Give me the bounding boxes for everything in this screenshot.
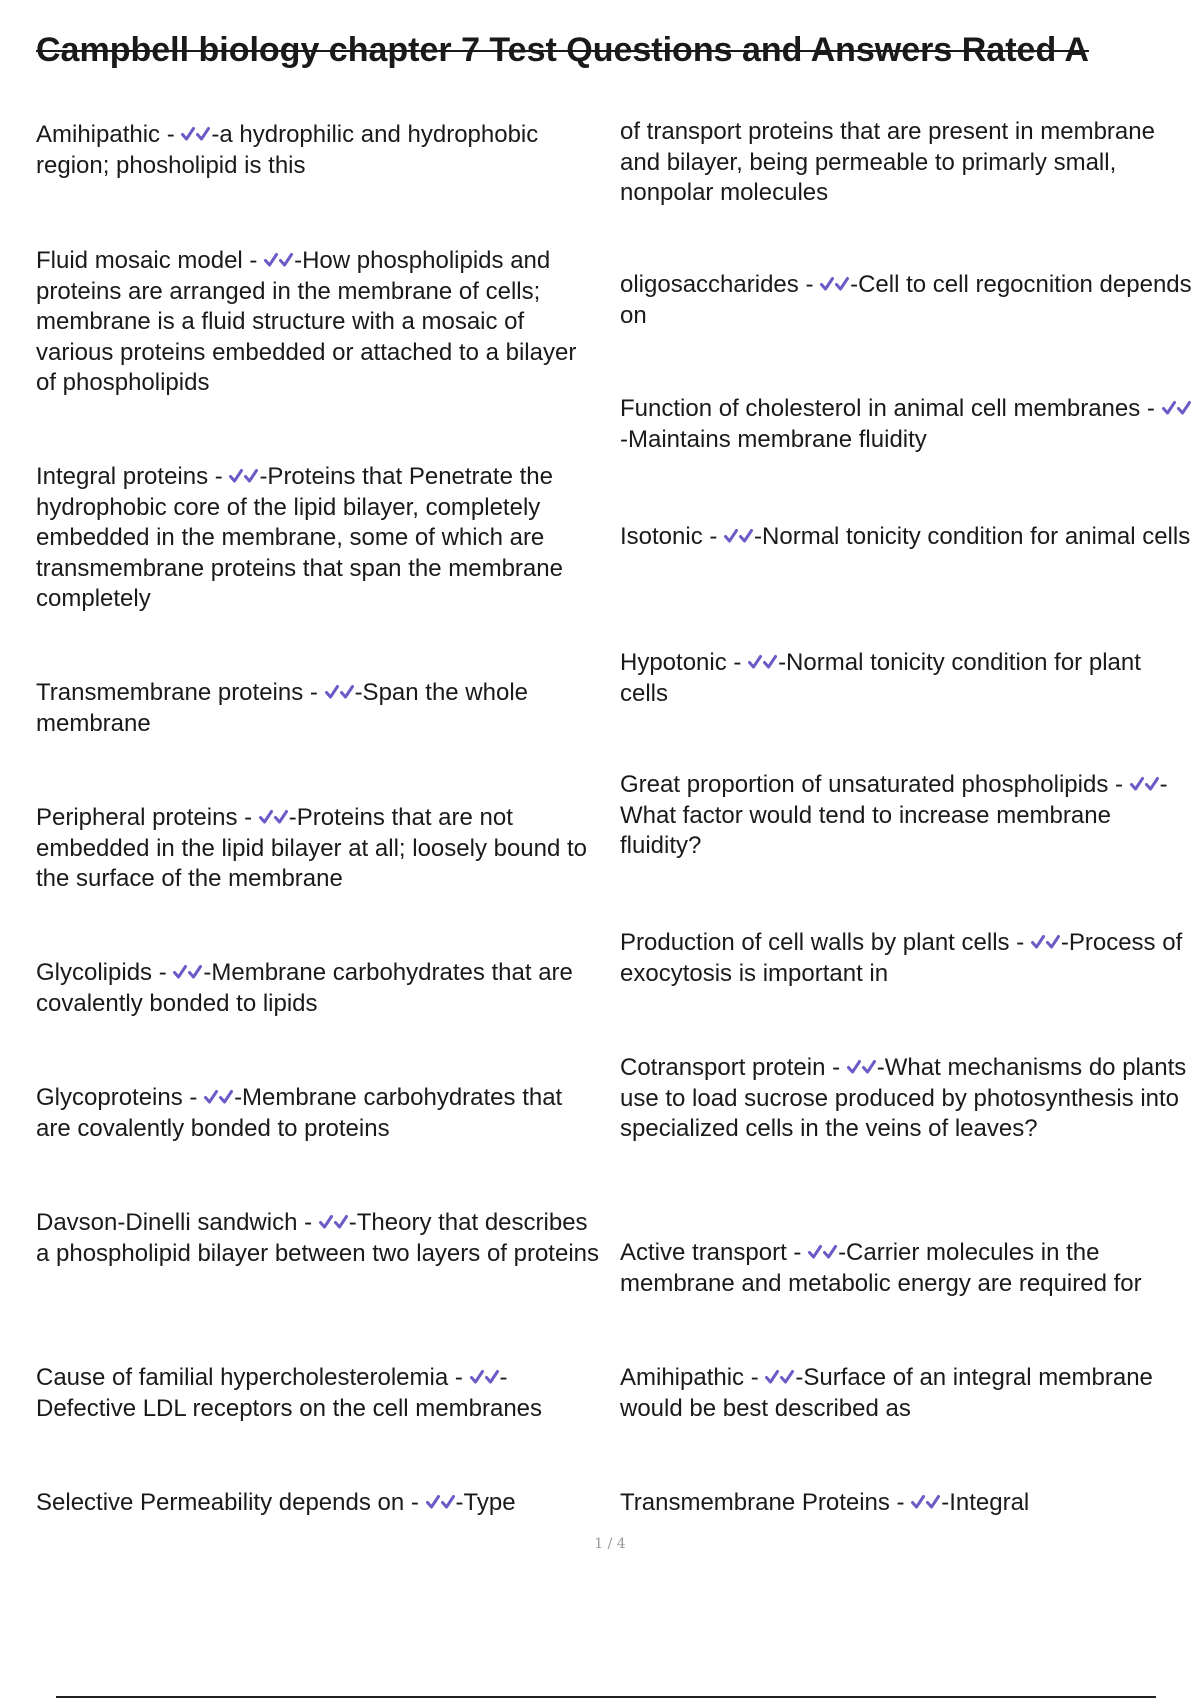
qa-item bbox=[36, 1488, 602, 1519]
double-checkmark-icon bbox=[911, 1492, 941, 1512]
qa-term: oligosaccharides - bbox=[620, 271, 821, 298]
double-checkmark-icon bbox=[1031, 932, 1061, 952]
qa-answer: -What mechanisms do plants use to load sucrose produced by photosynthesis into specialized cells in the veins of leaves? bbox=[620, 1054, 1187, 1142]
qa-answer: -Type bbox=[455, 1489, 516, 1516]
double-checkmark-icon bbox=[259, 807, 289, 827]
double-checkmark-icon bbox=[325, 682, 355, 702]
qa-answer: -Normal tonicity condition for plant cells bbox=[620, 649, 1141, 707]
double-checkmark-icon bbox=[264, 250, 294, 270]
double-checkmark-icon bbox=[470, 1367, 500, 1387]
qa-item bbox=[620, 1488, 1192, 1519]
qa-item bbox=[36, 1083, 602, 1144]
qa-item bbox=[620, 1238, 1192, 1299]
qa-answer: -What factor would tend to increase membrane fluidity? bbox=[620, 771, 1168, 859]
qa-term: Transmembrane proteins - bbox=[36, 679, 325, 706]
qa-item bbox=[36, 246, 602, 399]
qa-answer: -Integral bbox=[941, 1489, 1030, 1516]
qa-term: Fluid mosaic model - bbox=[36, 247, 265, 274]
qa-term: Isotonic - bbox=[620, 523, 725, 550]
qa-answer: -Carrier molecules in the membrane and metabolic energy are required for bbox=[620, 1239, 1142, 1297]
double-checkmark-icon bbox=[847, 1057, 877, 1077]
double-checkmark-icon bbox=[765, 1367, 795, 1387]
qa-answer: -Membrane carbohydrates that are covalently bonded to lipids bbox=[36, 959, 573, 1017]
qa-item bbox=[620, 522, 1192, 553]
double-checkmark-icon bbox=[204, 1087, 234, 1107]
qa-term: Cotransport protein - bbox=[620, 1054, 847, 1081]
qa-term: Great proportion of unsaturated phospholipids - bbox=[620, 771, 1130, 798]
double-checkmark-icon bbox=[173, 962, 203, 982]
qa-term: Amihipathic - bbox=[620, 1364, 766, 1391]
qa-answer: -Surface of an integral membrane would be best described as bbox=[620, 1364, 1153, 1422]
qa-item bbox=[36, 1363, 602, 1424]
double-checkmark-icon bbox=[319, 1212, 349, 1232]
qa-term: Peripheral proteins - bbox=[36, 804, 259, 831]
qa-term: Production of cell walls by plant cells - bbox=[620, 929, 1031, 956]
double-checkmark-icon bbox=[748, 652, 778, 672]
qa-term: Selective Permeability depends on - bbox=[36, 1489, 426, 1516]
qa-answer: -How phospholipids and proteins are arranged in the membrane of cells; membrane is a fluid structure with a mosaic of various proteins embedded or attached to a bilayer of phospholipids bbox=[36, 247, 577, 396]
qa-answer: -Theory that describes a phospholipid bilayer between two layers of proteins bbox=[36, 1209, 600, 1267]
qa-answer: -Proteins that Penetrate the hydrophobic core of the lipid bilayer, completely embedded in the membrane, some of which are transmembrane proteins that span the membrane completely bbox=[36, 463, 563, 612]
qa-item bbox=[620, 770, 1192, 862]
qa-answer: -Membrane carbohydrates that are covalently bonded to proteins bbox=[36, 1084, 563, 1142]
qa-answer: -Maintains membrane fluidity bbox=[620, 425, 927, 453]
qa-item bbox=[36, 678, 602, 739]
qa-term: Function of cholesterol in animal cell membranes - bbox=[620, 395, 1162, 422]
qa-term: Active transport - bbox=[620, 1239, 809, 1266]
qa-item bbox=[36, 462, 602, 615]
qa-term: Cause of familial hypercholesterolemia - bbox=[36, 1364, 470, 1391]
qa-item bbox=[620, 648, 1192, 709]
qa-answer: -Proteins that are not embedded in the lipid bilayer at all; loosely bound to the surface of the membrane bbox=[36, 804, 588, 892]
qa-item bbox=[620, 1363, 1192, 1424]
qa-answer: -a hydrophilic and hydrophobic region; phosholipid is this bbox=[36, 121, 539, 179]
double-checkmark-icon bbox=[1162, 398, 1192, 418]
qa-answer: -Process of exocytosis is important in bbox=[620, 929, 1183, 987]
qa-item bbox=[620, 1053, 1192, 1145]
double-checkmark-icon bbox=[181, 124, 211, 144]
double-checkmark-icon bbox=[724, 526, 754, 546]
document-title: Campbell biology chapter 7 Test Questions and Answers Rated A bbox=[36, 31, 1089, 69]
qa-continuation: of transport proteins that are present in membrane and bilayer, being permeable to primarly small, nonpolar molecules bbox=[620, 118, 1155, 206]
qa-term: Hypotonic - bbox=[620, 649, 749, 676]
qa-item bbox=[620, 928, 1192, 989]
double-checkmark-icon bbox=[1130, 774, 1160, 794]
page-divider bbox=[56, 1696, 1156, 1698]
page-indicator: 1 / 4 bbox=[594, 1536, 626, 1552]
qa-item bbox=[620, 394, 1192, 455]
qa-term: Amihipathic - bbox=[36, 121, 182, 148]
qa-term: Glycolipids - bbox=[36, 959, 174, 986]
qa-answer: -Cell to cell regocnition depends on bbox=[620, 271, 1192, 329]
double-checkmark-icon bbox=[820, 274, 850, 294]
qa-term: Transmembrane Proteins - bbox=[620, 1489, 912, 1516]
qa-item bbox=[620, 270, 1192, 331]
qa-answer: -Normal tonicity condition for animal cells bbox=[754, 523, 1191, 550]
qa-term: Glycoproteins - bbox=[36, 1084, 205, 1111]
qa-term: Davson-Dinelli sandwich - bbox=[36, 1209, 319, 1236]
qa-answer: -Defective LDL receptors on the cell membranes bbox=[36, 1364, 543, 1422]
qa-item bbox=[36, 1208, 602, 1269]
qa-term: Integral proteins - bbox=[36, 463, 230, 490]
double-checkmark-icon bbox=[808, 1242, 838, 1262]
qa-item bbox=[36, 958, 602, 1019]
qa-answer: -Span the whole membrane bbox=[36, 679, 529, 737]
qa-item bbox=[36, 120, 602, 181]
double-checkmark-icon bbox=[229, 466, 259, 486]
double-checkmark-icon bbox=[426, 1492, 456, 1512]
qa-item bbox=[36, 803, 602, 895]
